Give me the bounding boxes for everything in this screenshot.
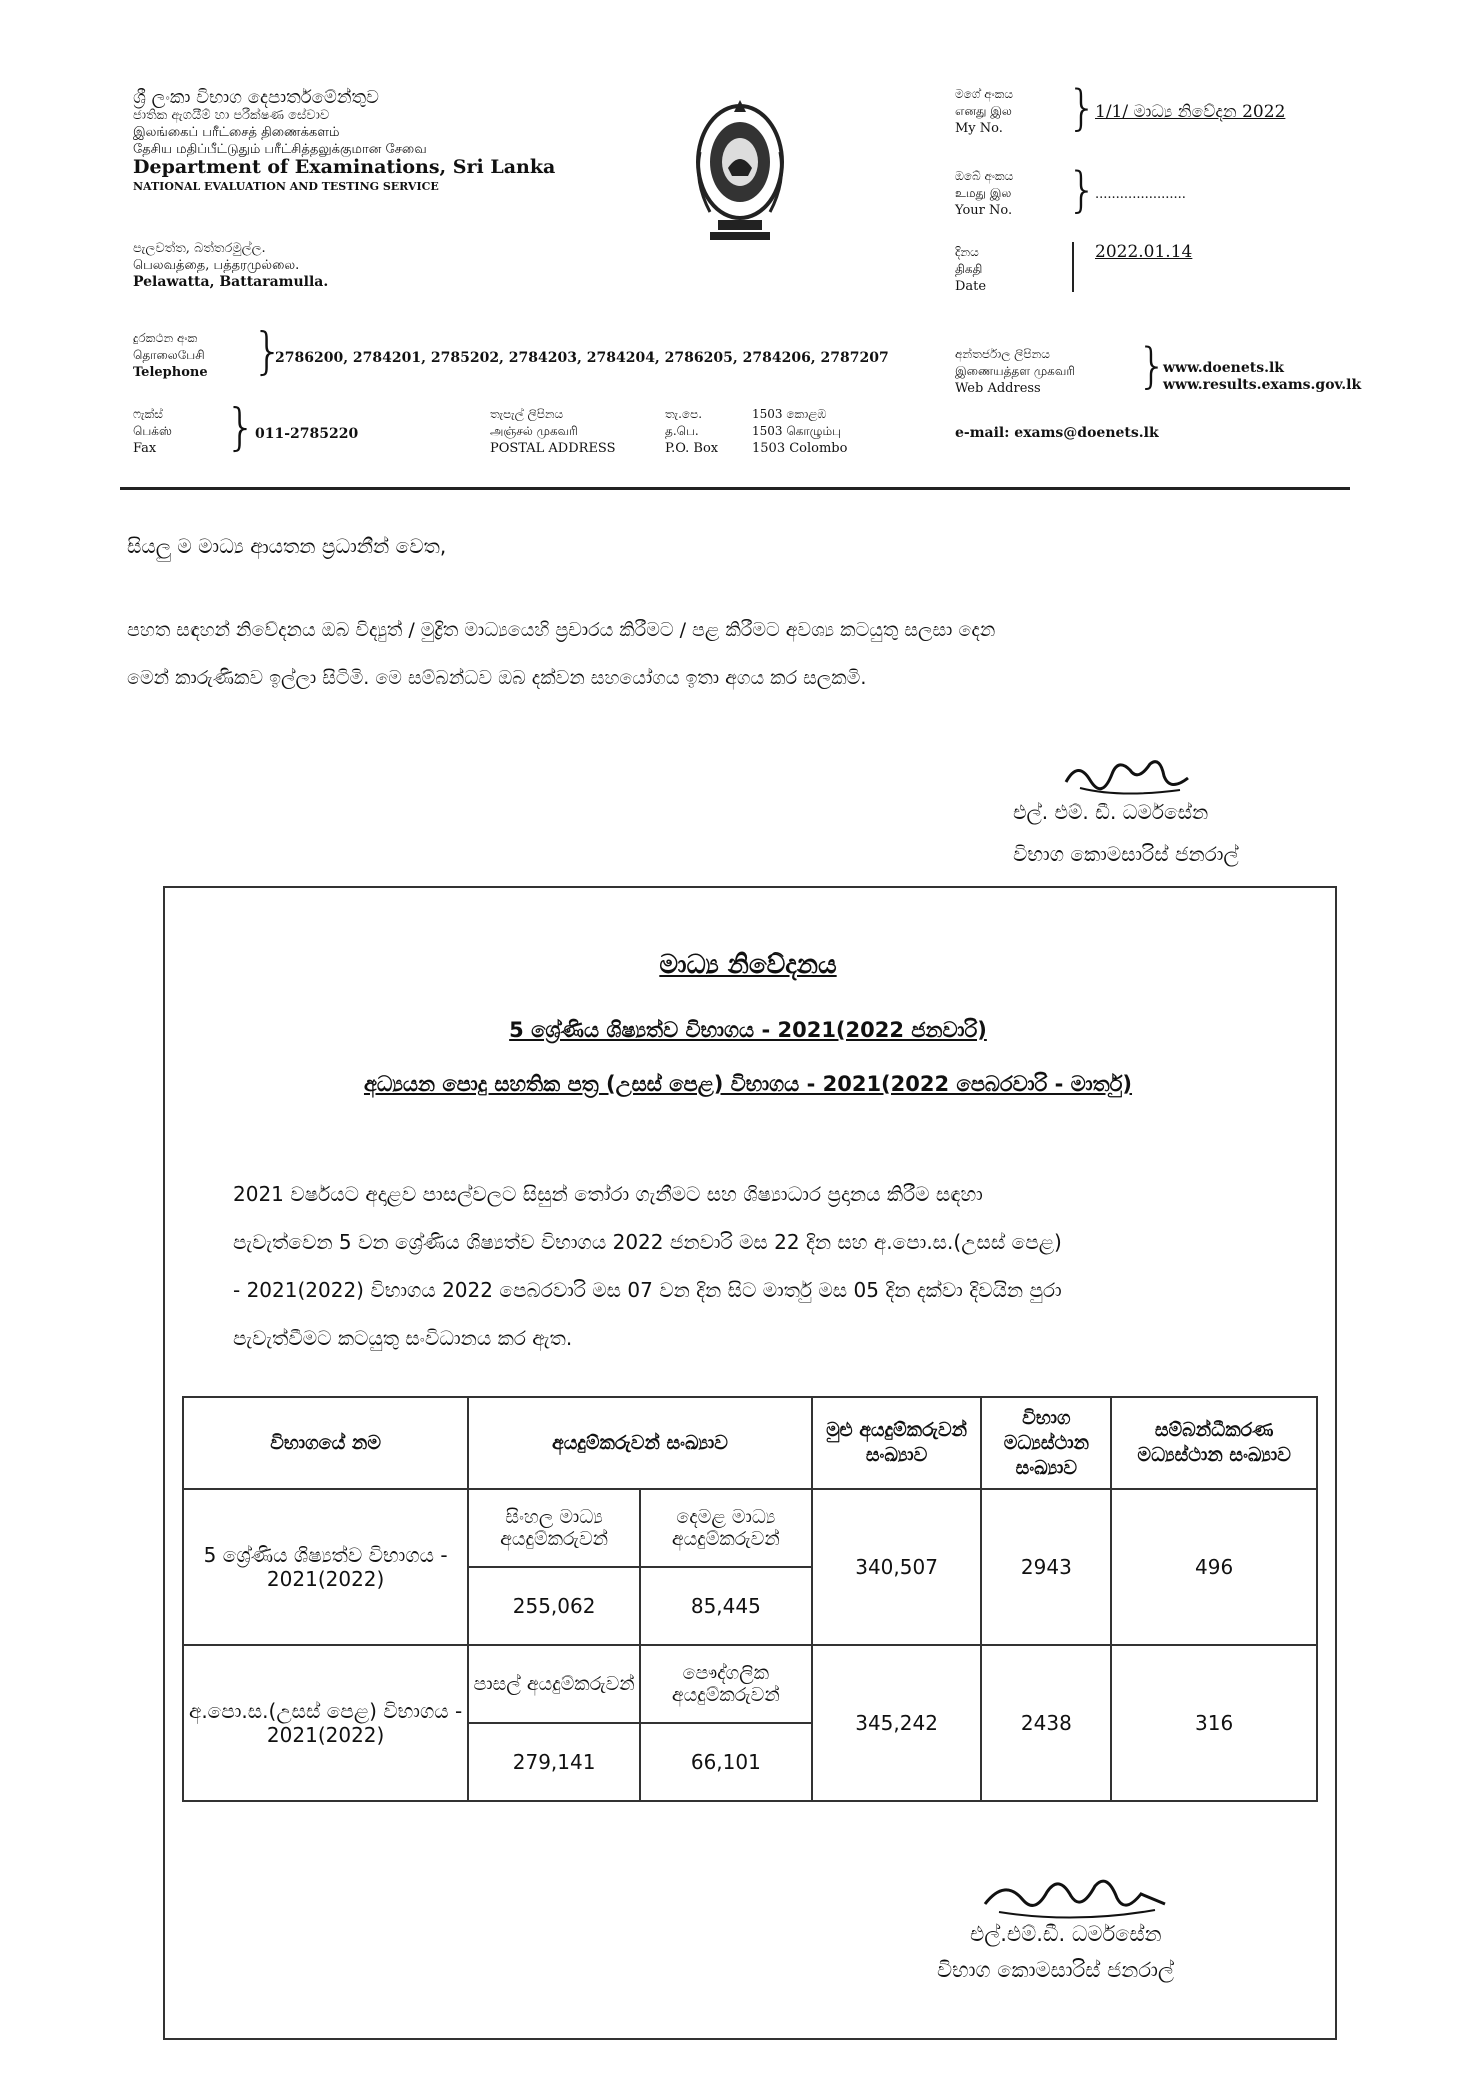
org-service-english: NATIONAL EVALUATION AND TESTING SERVICE	[133, 180, 439, 193]
subgroup-value-cell: 85,445	[640, 1567, 812, 1645]
total-candidates-cell: 345,242	[812, 1645, 982, 1801]
web-label-en: Web Address	[955, 381, 1041, 396]
po-labels	[665, 406, 718, 457]
header-exam-name: විභාගයේ නම	[183, 1397, 468, 1489]
table-header-row	[183, 1397, 1317, 1489]
subgroup-label-cell: දෙමළ මාධ්‍ය අයදුම්කරුවන්	[640, 1489, 812, 1567]
letter-line: පහත සඳහන් නිවේදනය ඔබ විද්‍යුත් / මුද්‍රිත මාධ්‍යයෙහි ප්‍රචාරය කිරීමට / පළ කිරීමට අවශ්‍ය කටයුතු සලසා දෙන	[127, 619, 996, 641]
org-name-sinhala: ශ්‍රී ලංකා විභාග දෙපාර්තමේන්තුව	[133, 87, 379, 108]
telephone-numbers: 2786200, 2784201, 2785202, 2784203, 2784204, 2786205, 2784206, 2787207	[275, 350, 889, 366]
candidates-table	[182, 1396, 1318, 1802]
brace-icon: }	[1067, 162, 1098, 218]
my-no-label-si: මගේ අංකය	[955, 87, 1014, 101]
coordinating-centres-cell: 316	[1111, 1645, 1317, 1801]
notice-subheading-al: අධ්‍යයන පොදු සහතික පත්‍ර (උසස් පෙළ) විභාගය - 2021(2022 පෙබරවාරි - මාර්තු)	[363, 1072, 1133, 1096]
your-no-label-en: Your No.	[955, 203, 1013, 218]
notice-signer-title: විභාග කොමසාරිස් ජනරාල්	[937, 1958, 1174, 1982]
fax-label-en: Fax	[133, 441, 157, 456]
exam-centres-cell: 2438	[981, 1645, 1111, 1801]
brace-icon: }	[252, 322, 284, 380]
coordinating-centres-cell: 496	[1111, 1489, 1317, 1645]
exam-centres-cell: 2943	[981, 1489, 1111, 1645]
org-name-english: Department of Examinations, Sri Lanka	[133, 156, 556, 178]
telephone-labels	[133, 330, 208, 381]
fax-number: 011-2785220	[255, 426, 359, 442]
notice-paragraph	[233, 1170, 1062, 1362]
postal-label-si: තැපැල් ලිපිනය	[490, 407, 564, 421]
postal-labels	[490, 406, 616, 457]
web-label-ta: இணையத்தள முகவரி	[955, 364, 1075, 378]
po-value-ta: 1503 கொழும்பு	[752, 424, 842, 438]
date-label-en: Date	[955, 279, 987, 294]
notice-line: - 2021(2022) විභාගය 2022 පෙබරවාරි මස 07 වන දින සිට මාර්තු මස 05 දින දක්වා දිවයින පුරා	[233, 1278, 1062, 1302]
po-value-si: 1503 කොළඹ	[752, 407, 827, 421]
po-value-en: 1503 Colombo	[752, 441, 848, 456]
your-no-labels	[955, 168, 1013, 219]
date-divider	[1072, 242, 1074, 292]
telephone-label-si: දුරකථන අංක	[133, 331, 198, 345]
table-row	[183, 1645, 1317, 1723]
letterhead-org	[133, 88, 555, 196]
po-values	[752, 406, 847, 457]
telephone-label-en: Telephone	[133, 365, 208, 380]
signature-icon	[1060, 752, 1200, 804]
subgroup-label-cell: පාසල් අයදුම්කරුවන්	[468, 1645, 640, 1723]
date-labels	[955, 244, 986, 295]
my-no-label-ta: எனது இல	[955, 104, 1012, 118]
subgroup-value-cell: 66,101	[640, 1723, 812, 1801]
address-tamil: பெலவத்தை, பத்தரமுல்லை.	[133, 258, 300, 273]
postal-label-ta: அஞ்சல் முகவரி	[490, 424, 578, 438]
web-link-results[interactable]: www.results.exams.gov.lk	[1163, 377, 1362, 393]
total-candidates-cell: 340,507	[812, 1489, 982, 1645]
fax-label-si: ෆැක්ස්	[133, 407, 163, 421]
exam-name-cell: අ.පො.ස.(උසස් පෙළ) විභාගය - 2021(2022)	[183, 1645, 468, 1801]
po-label-en: P.O. Box	[665, 441, 719, 456]
brace-icon: }	[1067, 80, 1098, 136]
subgroup-value-cell: 279,141	[468, 1723, 640, 1801]
web-link-doenets[interactable]: www.doenets.lk	[1163, 360, 1284, 376]
letter-salutation: සියලු ම මාධ්‍ය ආයතන ප්‍රධානීන් වෙත,	[127, 534, 447, 558]
header-coordinating-centres: සම්බන්ධීකරණ මධ්‍යස්ථාන සංඛ්‍යාව	[1111, 1397, 1317, 1489]
subgroup-label-cell: පෞද්ගලික අයදුම්කරුවන්	[640, 1645, 812, 1723]
subgroup-label-cell: සිංහල මාධ්‍ය අයදුම්කරුවන්	[468, 1489, 640, 1567]
notice-signer-name: එල්.එම්.ඩී. ධර්මසේන	[970, 1922, 1162, 1946]
signature-icon	[975, 1864, 1175, 1930]
org-service-sinhala: ජාතික ඇගයීම් හා පරීක්ෂණ සේවාව	[133, 108, 330, 123]
postal-label-en: POSTAL ADDRESS	[490, 441, 616, 456]
notice-subheading-grade5: 5 ශ්‍රේණිය ශිෂ්‍යත්ව විභාගය - 2021(2022 ජනවාරි)	[509, 1018, 987, 1042]
your-no-label-ta: உமது இல	[955, 186, 1012, 200]
address-sinhala: පැලවත්ත, බත්තරමුල්ල.	[133, 241, 266, 256]
date-value: 2022.01.14	[1095, 242, 1193, 262]
fax-labels	[133, 406, 172, 457]
po-label-si: තැ.පෙ.	[665, 407, 703, 421]
address-english: Pelawatta, Battaramulla.	[133, 274, 329, 290]
notice-line: පැවැත්වෙන 5 වන ශ්‍රේණිය ශිෂ්‍යත්ව විභාගය 2022 ජනවාරි මස 22 දින සහ අ.පො.ස.(උසස් පෙළ)	[233, 1230, 1062, 1254]
your-no-value: ......................	[1095, 187, 1186, 202]
my-no-labels	[955, 86, 1013, 137]
letter-line: මෙන් කාරුණිකව ඉල්ලා සිටිමි. මෙ සම්බන්ධව ඔබ දක්වන සහයෝගය ඉතා අගය කර සලකමි.	[127, 667, 867, 689]
date-label-ta: திகதி	[955, 262, 983, 276]
notice-line: 2021 වර්ෂයට අදාළව පාසල්වලට සිසුන් තෝරා ගැනීමට සහ ශිෂ්‍යාධාර ප්‍රදානය කිරීම සඳහා	[233, 1182, 983, 1206]
date-label-si: දිනය	[955, 245, 979, 259]
header-candidates: අයදුම්කරුවන් සංඛ්‍යාව	[468, 1397, 811, 1489]
brace-icon: }	[225, 398, 257, 456]
notice-heading: මාධ්‍ය නිවේදනය	[659, 950, 837, 980]
web-addresses	[1163, 360, 1361, 394]
header-divider	[120, 487, 1350, 490]
web-label-si: අන්තර්ජාල ලිපිනය	[955, 347, 1050, 361]
letter-signer-name: එල්. එම්. ඩී. ධර්මසේන	[1013, 800, 1209, 824]
fax-label-ta: பெக்ஸ்	[133, 424, 172, 438]
subgroup-value-cell: 255,062	[468, 1567, 640, 1645]
header-exam-centres: විභාග මධ්‍යස්ථාන සංඛ්‍යාව	[981, 1397, 1111, 1489]
exam-name-cell: 5 ශ්‍රේණිය ශිෂ්‍යත්ව විභාගය - 2021(2022)	[183, 1489, 468, 1645]
org-address	[133, 240, 328, 291]
brace-icon: }	[1137, 338, 1168, 394]
national-emblem-icon	[690, 92, 790, 252]
letter-signer-title: විභාග කොමසාරිස් ජනරාල්	[1013, 842, 1239, 866]
po-label-ta: த.பெ.	[665, 424, 699, 438]
org-name-tamil: இலங்கைப் பரீட்சைத் திணைக்களம்	[133, 125, 340, 140]
email-address[interactable]: e-mail: exams@doenets.lk	[955, 425, 1159, 441]
my-no-label-en: My No.	[955, 121, 1003, 136]
your-no-label-si: ඔබේ අංකය	[955, 169, 1014, 183]
telephone-label-ta: தொலைபேசி	[133, 348, 205, 362]
header-total-candidates: මුළු අයදුම්කරුවන් සංඛ්‍යාව	[812, 1397, 982, 1489]
my-no-value: 1/1/ මාධ්‍ය නිවේදන 2022	[1095, 102, 1286, 122]
org-service-tamil: தேசிய மதிப்பீட்டுதும் பரீட்சித்தலுக்குமான சேவை	[133, 142, 427, 157]
letter-paragraph	[127, 606, 995, 702]
web-labels	[955, 346, 1075, 397]
table-row	[183, 1489, 1317, 1567]
notice-line: පැවැත්වීමට කටයුතු සංවිධානය කර ඇත.	[233, 1326, 573, 1350]
